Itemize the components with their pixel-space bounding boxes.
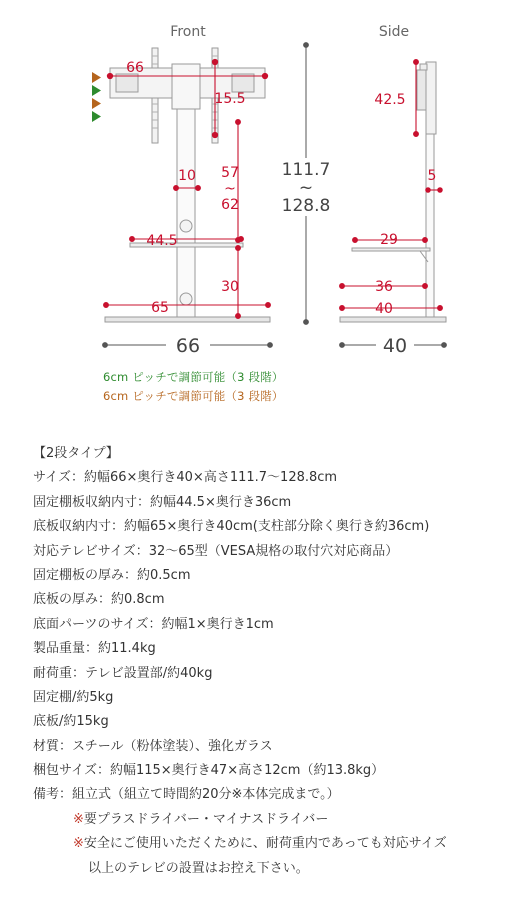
label-tv-height-min: 57 — [221, 165, 239, 181]
overall-height-labels — [282, 160, 331, 216]
label-bracket-height: 42.5 — [374, 92, 406, 108]
spec-base-thickness: 底板の厚み：約0.8cm — [33, 592, 165, 608]
spec-base-inner: 底板収納内寸：約幅65×奥行き40cm(支柱部分除く奥行き約36cm) — [33, 519, 430, 535]
label-shelf-width: 44.5 — [146, 233, 178, 249]
label-pole-gap: 10 — [178, 168, 196, 184]
warning-mark: ※ — [73, 811, 84, 827]
front-view-title: Front — [170, 24, 206, 40]
label-shelf-inner: 36 — [375, 279, 393, 295]
label-tv-height-tilde: ~ — [224, 181, 236, 197]
dimension-diagram — [0, 0, 525, 420]
spec-remarks: 備考：組立式（組立て時間約20分※本体完成まで。） — [33, 787, 340, 803]
spec-foot-size: 底面パーツのサイズ：約幅1×奥行き1cm — [33, 616, 274, 632]
label-width-top: 66 — [126, 60, 144, 76]
spec-material: 材質：スチール（粉体塗装）、強化ガラス — [33, 738, 273, 754]
label-tv-height-max: 62 — [221, 197, 239, 213]
spec-tv-size: 対応テレビサイズ：32～65型（VESA規格の取付穴対応商品） — [33, 543, 399, 559]
warning-tools — [33, 808, 513, 832]
front-view-stand — [105, 48, 270, 322]
label-height-max: 128.8 — [281, 196, 331, 216]
adjustment-triangles — [92, 72, 101, 122]
warning-mark: ※ — [73, 836, 84, 852]
label-shelf-depth: 29 — [380, 232, 398, 248]
adjustment-note-brown: 6cm ピッチで調節可能（3 段階） — [103, 389, 284, 403]
adjustment-note-green: 6cm ピッチで調節可能（3 段階） — [103, 370, 284, 384]
spec-load-base: 底板/約15kg — [33, 714, 109, 730]
spec-load-shelf: 固定棚/約5kg — [33, 689, 114, 705]
spec-package: 梱包サイズ：約幅115×奥行き47×高さ12cm（約13.8kg） — [33, 763, 385, 779]
spec-load-tv: 耐荷重：テレビ設置部/約40kg — [33, 665, 213, 681]
spec-shelf-thickness: 固定棚板の厚み：約0.5cm — [33, 567, 191, 583]
label-total-width: 66 — [175, 335, 201, 357]
label-height-tilde: ~ — [298, 178, 314, 198]
label-total-depth: 40 — [382, 335, 408, 357]
spec-weight: 製品重量：約11.4kg — [33, 641, 156, 657]
side-view-title: Side — [378, 24, 410, 40]
label-shelf-gap: 30 — [221, 279, 239, 295]
warning-safety — [33, 832, 513, 856]
label-bracket-gap: 15.5 — [214, 91, 246, 107]
label-offset: 5 — [427, 168, 437, 184]
spec-list — [33, 442, 513, 881]
spec-heading: 【2段タイプ】 — [33, 446, 119, 461]
warning-text: 要プラスドライバー・マイナスドライバー — [83, 811, 329, 827]
label-height-min: 111.7 — [281, 160, 331, 180]
warning-text: 安全にご使用いただくために、耐荷重内であっても対応サイズ — [83, 836, 447, 852]
label-base-width: 65 — [151, 300, 169, 316]
label-base-depth: 40 — [375, 301, 393, 317]
spec-shelf-inner: 固定棚板収納内寸：約幅44.5×奥行き36cm — [33, 494, 292, 510]
spec-size: サイズ：約幅66×奥行き40×高さ111.7～128.8cm — [33, 470, 338, 486]
warning-text: 以上のテレビの設置はお控え下さい。 — [88, 860, 309, 876]
warning-safety-cont — [33, 857, 513, 881]
